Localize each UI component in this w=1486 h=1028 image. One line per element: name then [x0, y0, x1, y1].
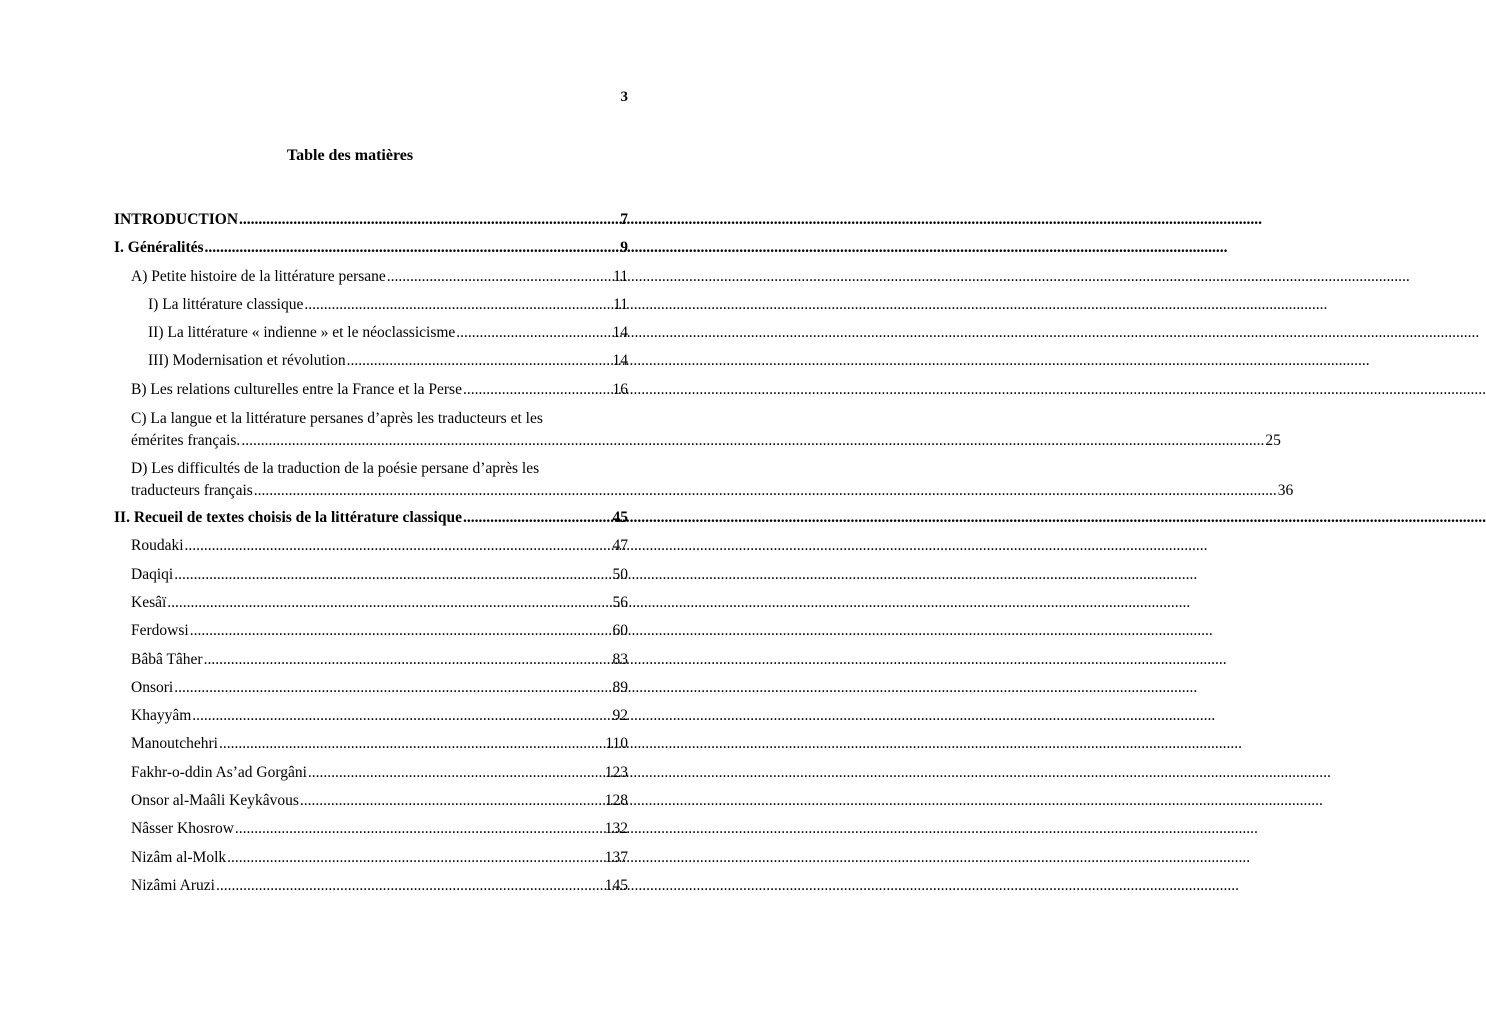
toc-entry-page: 25 — [1265, 432, 1281, 450]
toc-entry-page: 128 — [604, 792, 628, 810]
toc-entry[interactable] — [114, 819, 628, 847]
toc-entry[interactable] — [114, 238, 628, 266]
toc-entry[interactable] — [114, 267, 628, 295]
toc-entry[interactable] — [114, 323, 628, 351]
toc-entry[interactable] — [114, 380, 628, 408]
toc-entry-label: Bâbâ Tâher — [131, 650, 203, 668]
toc-entry-page: 16 — [612, 380, 628, 398]
dot-leader — [227, 848, 604, 868]
toc-entry-label: Manoutchehri — [131, 735, 218, 753]
dot-leader — [241, 430, 1264, 452]
toc-entry-label: Ferdowsi — [131, 622, 189, 640]
toc-entry-page: 123 — [604, 763, 628, 781]
toc-entry-label: D) Les difficultés de la traduction de la poésie persane d’après les — [131, 460, 540, 478]
toc-entry[interactable] — [114, 876, 628, 904]
toc-entry-page: 11 — [613, 267, 628, 285]
toc-entry-page: 14 — [612, 324, 628, 342]
dot-leader — [167, 593, 611, 613]
toc-entry[interactable] — [114, 734, 628, 762]
toc-entry[interactable] — [114, 536, 628, 564]
toc-entry-label: Nizâm al-Molk — [131, 848, 227, 866]
toc-entry-label-continued: émérites français. — [131, 432, 241, 450]
toc-entry[interactable] — [114, 295, 628, 323]
dot-leader — [174, 565, 611, 585]
toc-entry-label: III) Modernisation et révolution — [148, 352, 346, 370]
dot-leader — [174, 678, 611, 698]
dot-leader — [204, 650, 612, 670]
toc-entry-page: 9 — [620, 239, 628, 257]
toc-entry-page: 7 — [620, 211, 628, 228]
toc-entry-label: Roudaki — [131, 537, 184, 555]
toc-entry-page: 132 — [604, 820, 628, 838]
toc-entry-page: 92 — [612, 707, 628, 725]
dot-leader — [192, 706, 611, 726]
dot-leader — [304, 295, 612, 315]
toc-entry-page: 14 — [612, 352, 628, 370]
toc-entry-page: 36 — [1277, 482, 1294, 500]
toc-entry-page: 60 — [612, 622, 628, 640]
toc-entry[interactable] — [114, 565, 628, 593]
toc-entry-page: 137 — [604, 848, 628, 866]
dot-leader — [463, 508, 612, 528]
toc-entry[interactable] — [114, 508, 628, 536]
toc-entry-page: 50 — [612, 565, 628, 583]
toc-entry-label: Kesâï — [131, 593, 167, 611]
toc-entry[interactable] — [114, 678, 628, 706]
dot-leader — [205, 238, 620, 258]
dot-leader — [387, 267, 612, 287]
dot-leader — [456, 323, 611, 343]
toc-entry[interactable] — [114, 351, 628, 379]
toc-entry-label: Nizâmi Aruzi — [131, 876, 215, 894]
toc-entry[interactable] — [114, 408, 1281, 458]
dot-leader — [216, 876, 604, 896]
dot-leader — [254, 480, 1277, 502]
dot-leader — [190, 621, 612, 641]
toc-entry-label: Fakhr-o-ddin As’ad Gorgâni — [131, 763, 307, 781]
dot-leader — [308, 763, 604, 783]
dot-leader — [235, 819, 604, 839]
toc-entry-page: 11 — [613, 295, 628, 313]
toc-entry-label: Nâsser Khosrow — [131, 820, 234, 838]
toc-entry[interactable] — [114, 650, 628, 678]
dot-leader — [300, 791, 604, 811]
toc-entry-page: 89 — [612, 678, 628, 696]
toc-entry[interactable] — [114, 706, 628, 734]
toc-entry[interactable] — [114, 763, 628, 791]
toc-entry-page: 110 — [605, 735, 628, 753]
toc-entry-label: Khayyâm — [131, 707, 192, 725]
table-of-contents — [114, 210, 1294, 904]
toc-entry-page: 83 — [612, 650, 628, 668]
toc-entry[interactable] — [114, 621, 628, 649]
page-number: 3 — [620, 89, 628, 105]
toc-entry-label: A) Petite histoire de la littérature persane — [131, 267, 386, 285]
toc-entry-label: II. Recueil de textes choisis de la littérature classique — [114, 509, 462, 527]
toc-entry-label: II) La littérature « indienne » et le néoclassicisme — [148, 324, 456, 342]
dot-leader — [463, 380, 612, 400]
toc-entry-label: I. Généralités — [114, 239, 204, 257]
page-title: Table des matières — [286, 147, 414, 164]
toc-entry[interactable] — [114, 458, 1294, 508]
dot-leader — [185, 536, 612, 556]
toc-entry-label: Onsor al-Maâli Keykâvous — [131, 792, 299, 810]
toc-entry[interactable] — [114, 848, 628, 876]
dot-leader — [219, 734, 604, 754]
toc-entry[interactable] — [114, 791, 628, 819]
dot-leader — [347, 351, 612, 371]
toc-entry-page: 47 — [612, 537, 628, 555]
toc-entry-page: 56 — [612, 593, 628, 611]
toc-entry-label: INTRODUCTION — [114, 211, 239, 228]
toc-entry-label: B) Les relations culturelles entre la France et la Perse — [131, 380, 462, 398]
toc-entry-page: 45 — [612, 509, 628, 527]
toc-entry-label-continued: traducteurs français — [131, 482, 253, 500]
toc-entry-label: C) La langue et la littérature persanes d’après les traducteurs et les — [131, 410, 543, 428]
toc-entry[interactable] — [114, 593, 628, 621]
dot-leader — [239, 210, 619, 230]
toc-entry-page: 145 — [604, 876, 628, 894]
toc-entry-label: Onsori — [131, 678, 174, 696]
toc-entry-label: Daqiqi — [131, 565, 174, 583]
toc-entry-label: I) La littérature classique — [148, 295, 304, 313]
toc-entry[interactable] — [114, 210, 628, 238]
